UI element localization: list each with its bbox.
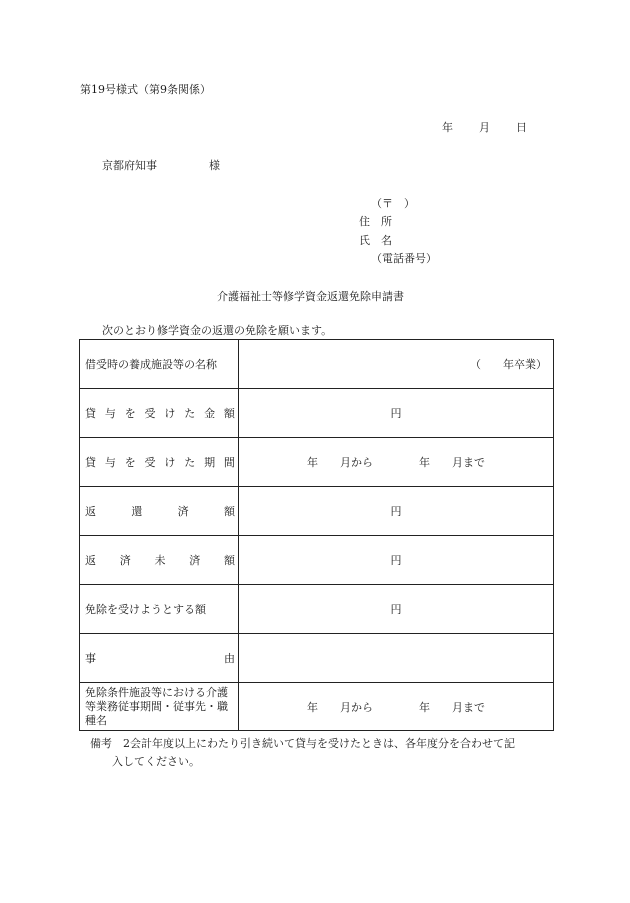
spread-label: [85, 454, 235, 470]
char: 額: [223, 407, 235, 420]
label-exemption-amount: 免除を受けようとする額: [80, 585, 239, 634]
field-loan-amount[interactable]: [239, 389, 554, 438]
char: 貸: [85, 407, 96, 420]
yen-unit: 円: [390, 505, 402, 518]
char: 与: [104, 456, 116, 469]
to-month: 月まで: [452, 456, 485, 469]
char: 還: [131, 505, 143, 518]
date-year: 年: [442, 121, 453, 134]
char: た: [184, 407, 196, 420]
row-service-period: [80, 683, 554, 731]
spread-label: [85, 405, 235, 421]
char: を: [124, 407, 136, 420]
char: 貸: [85, 456, 96, 469]
remarks-line-1: 備考 2会計年度以上にわたり引き続いて貸与を受けたときは、各年度分を合わせて記: [90, 737, 515, 750]
label-loan-amount: [80, 389, 239, 438]
to-year: 年: [419, 700, 430, 714]
addressee: [102, 157, 220, 173]
field-loan-period[interactable]: [239, 438, 554, 487]
char: 済: [177, 505, 189, 518]
label-school-name: 借受時の養成施設等の名称: [80, 340, 239, 389]
honorific: 様: [209, 159, 220, 172]
field-school-name[interactable]: [239, 340, 554, 389]
from-month: 月から: [340, 456, 373, 469]
label-service-period: 免除条件施設等における介護等業務従事期間・従事先・職種名: [80, 683, 239, 731]
label-repaid-amount: [80, 487, 239, 536]
field-service-period[interactable]: [239, 683, 554, 731]
field-repaid-amount[interactable]: [239, 487, 554, 536]
char: 金: [204, 407, 216, 420]
date-month: 月: [479, 121, 490, 134]
row-exemption-amount: [80, 585, 554, 634]
to-month: 月まで: [452, 700, 485, 714]
postal-code-label: （〒 ）: [371, 197, 415, 210]
char: 受: [144, 407, 156, 420]
form-number: 第19号様式（第9条関係）: [80, 83, 211, 96]
spread-label: [85, 650, 235, 666]
label-loan-period: [80, 438, 239, 487]
remarks: [90, 735, 560, 771]
row-loan-period: [80, 438, 554, 487]
char: 与: [104, 407, 116, 420]
document-title: 介護福祉士等修学資金返還免除申請書: [217, 290, 404, 303]
char: け: [164, 456, 176, 469]
addressee-name: 京都府知事: [102, 159, 157, 172]
label-reason: [80, 634, 239, 683]
period-text: [239, 699, 553, 715]
row-loan-amount: [80, 389, 554, 438]
from-month: 月から: [340, 700, 373, 714]
char: 返: [85, 554, 96, 567]
char: 期: [204, 456, 216, 469]
field-exemption-amount[interactable]: [239, 585, 554, 634]
date-line: [442, 119, 527, 135]
remarks-line-2: 入してください。: [112, 755, 200, 768]
char: た: [184, 456, 196, 469]
row-reason: [80, 634, 554, 683]
row-school-name: [80, 340, 554, 389]
to-year: 年: [419, 456, 430, 469]
yen-unit: 円: [390, 554, 402, 567]
from-year: 年: [307, 456, 318, 469]
phone-label: （電話番号）: [371, 252, 437, 265]
char: 受: [144, 456, 156, 469]
char: 間: [223, 456, 235, 469]
char: 額: [224, 554, 235, 567]
from-year: 年: [307, 700, 318, 714]
char: を: [124, 456, 136, 469]
field-unpaid-amount[interactable]: [239, 536, 554, 585]
char: 由: [224, 652, 235, 665]
graduation-year-text: （ 年卒業）: [470, 358, 547, 371]
spread-label: [85, 503, 235, 519]
yen-unit: 円: [390, 407, 402, 420]
field-reason[interactable]: [239, 634, 554, 683]
row-repaid-amount: [80, 487, 554, 536]
row-unpaid-amount: [80, 536, 554, 585]
intro-text: 次のとおり修学資金の返還の免除を願います。: [102, 324, 333, 337]
address-label: 住 所: [359, 215, 392, 228]
char: 未: [154, 554, 166, 567]
char: 済: [119, 554, 131, 567]
period-text: [239, 454, 553, 470]
name-label: 氏 名: [359, 234, 392, 247]
char: 事: [85, 652, 96, 665]
date-day: 日: [516, 121, 527, 134]
label-unpaid-amount: [80, 536, 239, 585]
char: 返: [85, 505, 96, 518]
char: 済: [189, 554, 201, 567]
application-table: [79, 339, 554, 731]
char: け: [164, 407, 176, 420]
spread-label: [85, 552, 235, 568]
yen-unit: 円: [390, 603, 402, 616]
char: 額: [223, 505, 235, 518]
